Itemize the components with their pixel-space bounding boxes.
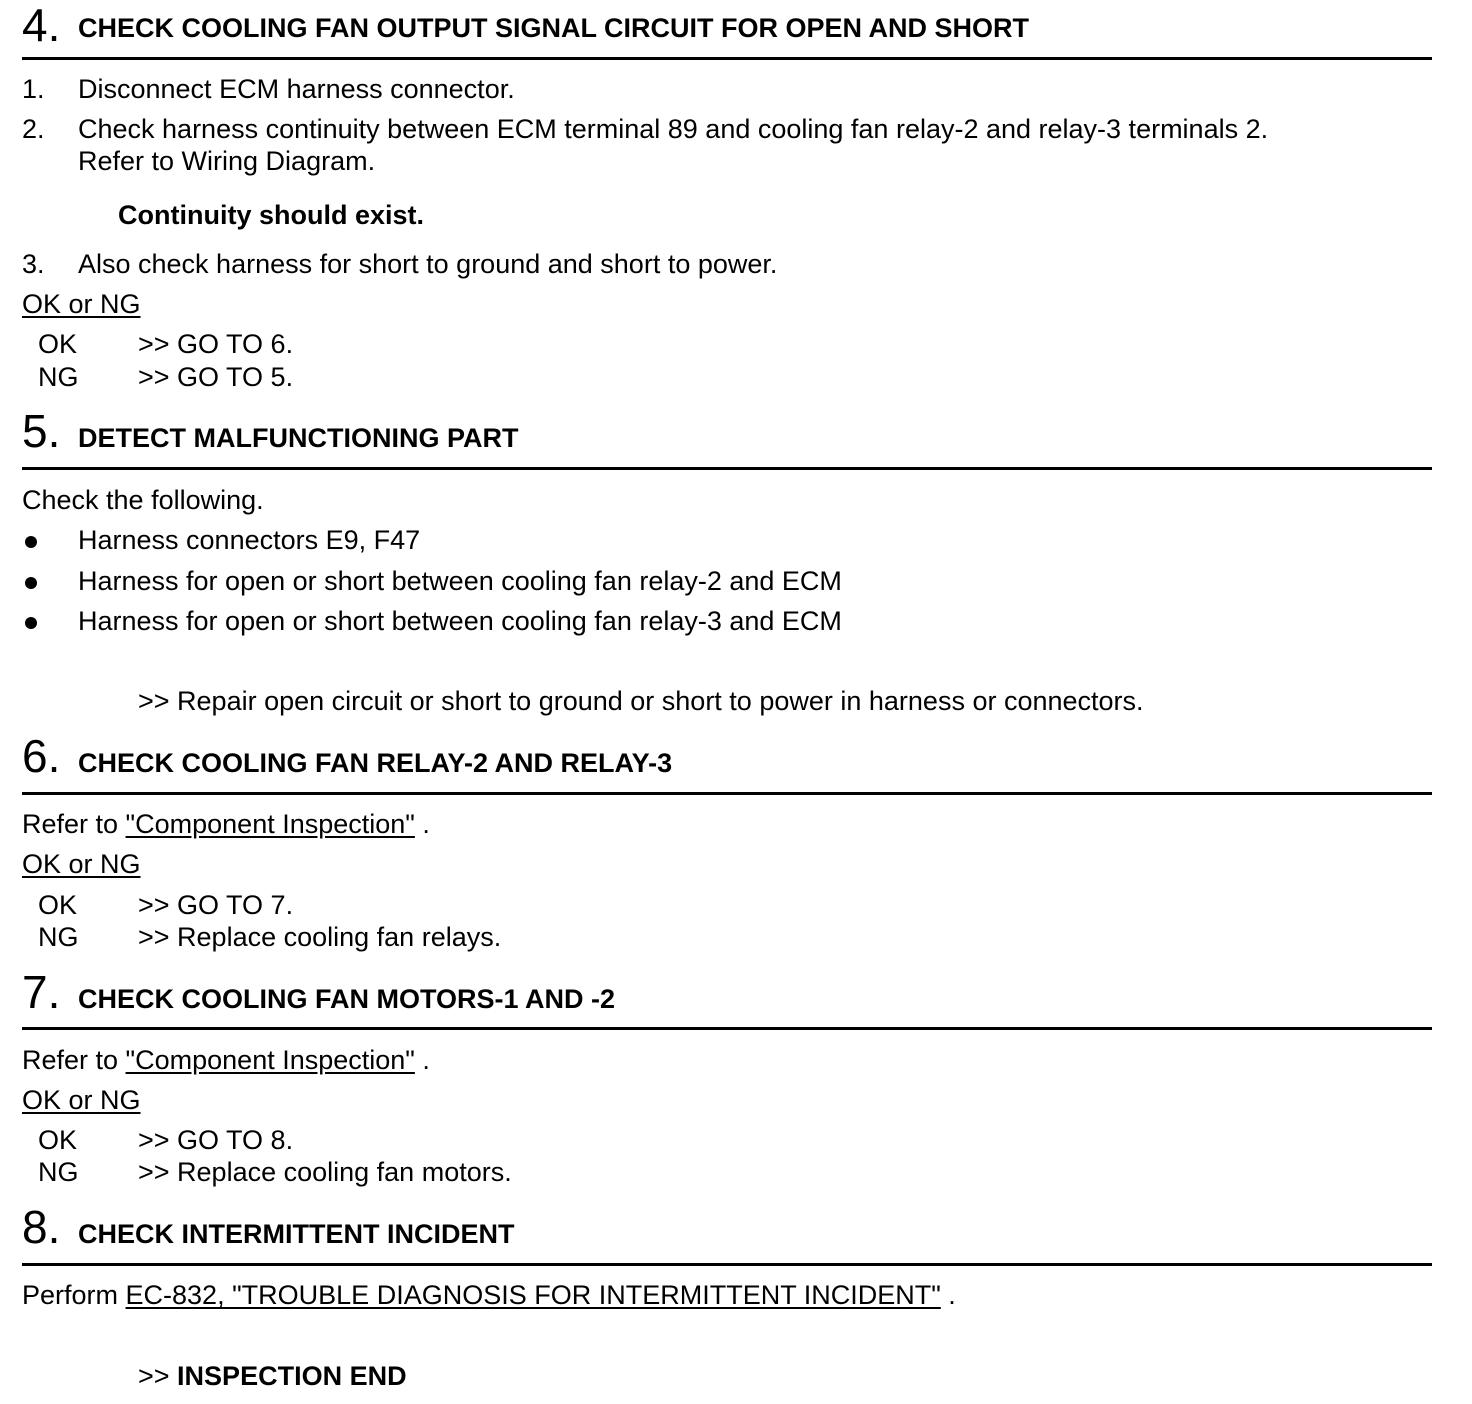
step-4-item-1-text: Disconnect ECM harness connector. [78,74,515,104]
step-6-ok-action: >> GO TO 7. [138,890,294,920]
step-7-rule [22,1027,1432,1030]
component-inspection-link[interactable]: "Component Inspection" [125,1045,415,1075]
step-4-ok-action: >> GO TO 6. [138,329,294,359]
step-4-ng-action: >> GO TO 5. [138,362,294,392]
step-6-refer-line [22,808,430,840]
step-8-number: 8. [22,1201,61,1253]
step-6-number: 6. [22,730,61,782]
step-5-intro: Check the following. [22,485,264,515]
step-4-item-2-text: Check harness continuity between ECM terminal 89 and cooling fan relay-2 and relay-3 terminals 2. [78,114,1269,144]
step-5-rule [22,467,1432,470]
step-6-ng-action: >> Replace cooling fan relays. [138,922,502,952]
step-6-rule [22,792,1432,795]
step-5-title: DETECT MALFUNCTIONING PART [78,423,519,453]
step-6-ok-label: OK [38,890,78,920]
step-4-title: CHECK COOLING FAN OUTPUT SIGNAL CIRCUIT FOR OPEN AND SHORT [78,13,1030,43]
step-7-number: 7. [22,966,61,1018]
bullet-icon [25,617,37,629]
step-6-title: CHECK COOLING FAN RELAY-2 AND RELAY-3 [78,748,673,778]
inspection-end-line [138,1360,407,1392]
step-7-title: CHECK COOLING FAN MOTORS-1 AND -2 [78,984,616,1014]
step-4-ok-ng-label: OK or NG [22,289,141,319]
step-7-ng-label: NG [38,1157,79,1187]
step-7-refer-line [22,1044,430,1076]
step-5-number: 5. [22,405,61,457]
bullet-icon [25,536,37,548]
inspection-end-text: INSPECTION END [177,1361,407,1391]
step-8-perform-line [22,1279,956,1311]
step-8-perform-suffix: . [940,1280,956,1310]
inspection-end-arrow: >> [138,1361,178,1391]
step-7-refer-prefix: Refer to [22,1045,126,1075]
step-4-ok-label: OK [38,329,78,359]
step-4-ng-label: NG [38,362,79,392]
step-8-title: CHECK INTERMITTENT INCIDENT [78,1219,515,1249]
step-7-ok-action: >> GO TO 8. [138,1125,294,1155]
step-6-refer-suffix: . [414,809,430,839]
step-6-refer-prefix: Refer to [22,809,126,839]
step-4-item-2-number: 2. [22,114,45,144]
step-5-bullet-3: Harness for open or short between cooling fan relay-3 and ECM [78,606,842,636]
step-4-item-3-text: Also check harness for short to ground and short to power. [78,249,778,279]
step-6-ok-ng-label: OK or NG [22,849,141,879]
step-4-item-2-text-line-2: Refer to Wiring Diagram. [78,146,376,176]
step-6-ng-label: NG [38,922,79,952]
step-7-ok-label: OK [38,1125,78,1155]
bullet-icon [25,577,37,589]
step-7-refer-suffix: . [414,1045,430,1075]
step-7-ng-action: >> Replace cooling fan motors. [138,1157,512,1187]
step-5-bullet-1: Harness connectors E9, F47 [78,525,421,555]
step-4-rule [22,57,1432,60]
step-4-number: 4. [22,0,61,51]
step-5-bullet-2: Harness for open or short between cooling fan relay-2 and ECM [78,566,842,596]
step-8-perform-prefix: Perform [22,1280,126,1310]
intermittent-incident-link[interactable]: EC-832, "TROUBLE DIAGNOSIS FOR INTERMITTENT INCIDENT" [125,1280,941,1310]
continuity-note: Continuity should exist. [118,200,425,230]
step-7-ok-ng-label: OK or NG [22,1085,141,1115]
component-inspection-link[interactable]: "Component Inspection" [125,809,415,839]
step-4-item-3-number: 3. [22,249,45,279]
step-5-action: >> Repair open circuit or short to ground or short to power in harness or connectors. [138,686,1144,716]
step-4-item-1-number: 1. [22,74,45,104]
step-8-rule [22,1263,1432,1266]
